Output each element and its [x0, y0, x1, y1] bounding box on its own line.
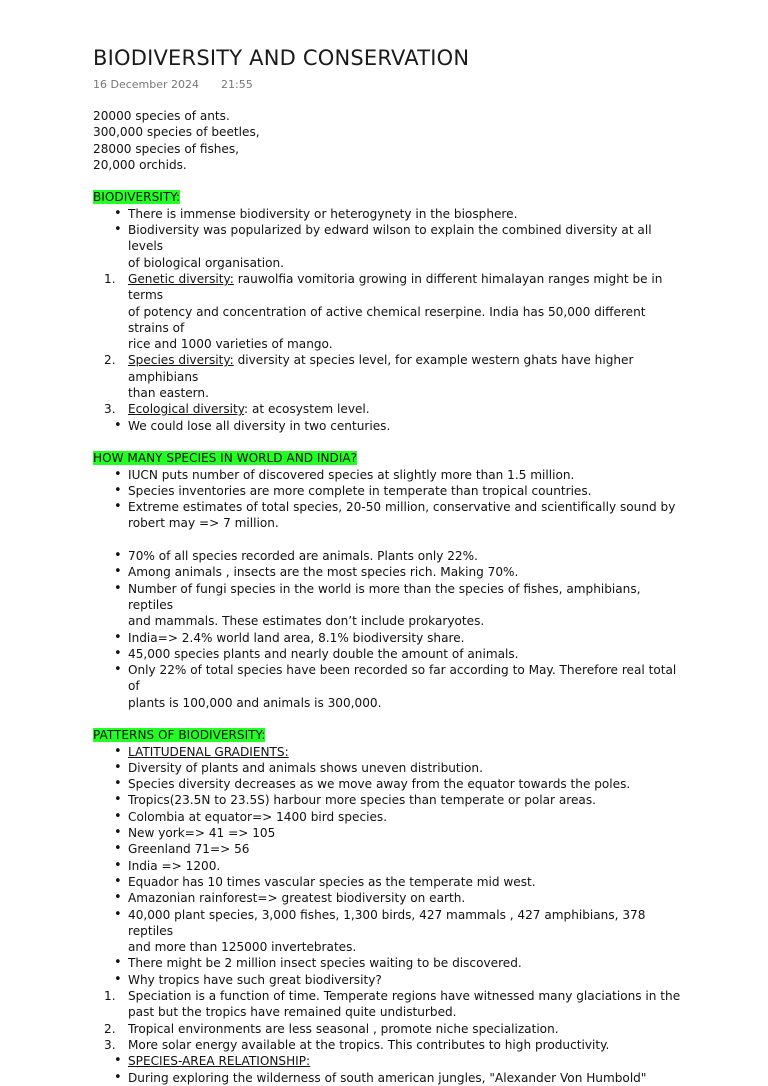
species-facts-list	[93, 548, 683, 711]
list-item: • Amazonian rainforest=> greatest biodiversity on earth.	[128, 890, 683, 906]
list-item: 1. Speciation is a function of time. Temperate regions have witnessed many glaciations in the past but the tropics have remained quite undisturbed.	[104, 989, 681, 1020]
biodiversity-list	[93, 206, 683, 271]
list-item: • Among animals , insects are the most species rich. Making 70%.	[128, 564, 683, 580]
biodiversity-list-tail	[93, 418, 683, 434]
list-item: 3. Ecological diversity: at ecosystem level.	[104, 402, 370, 417]
section-heading-patterns: PATTERNS OF BIODIVERSITY:	[93, 728, 266, 743]
list-item: 1. Genetic diversity: rauwolfia vomitoria growing in different himalayan ranges might be in terms of potency and concentration of active chemical reserpine. India has 50,000 different strains of rice and 1000 varieties of mango.	[104, 271, 663, 352]
intro-line: 28000 species of fishes,	[93, 141, 239, 156]
species-area-list	[93, 1053, 683, 1086]
list-item: • 45,000 species plants and nearly double the amount of animals.	[128, 646, 683, 662]
section-heading-biodiversity: BIODIVERSITY:	[93, 190, 181, 205]
tropics-reasons-list	[93, 988, 683, 1053]
section-heading-species-count: HOW MANY SPECIES IN WORLD AND INDIA?	[93, 451, 358, 466]
list-item: • Colombia at equator=> 1400 bird species.	[128, 809, 683, 825]
list-item: • Only 22% of total species have been recorded so far according to May. Therefore real total of plants is 100,000 and animals is 300,000.	[128, 662, 683, 711]
list-item: • During exploring the wilderness of south american jungles, "Alexander Von Humbold"	[128, 1070, 683, 1086]
list-item: • Why tropics have such great biodiversity?	[128, 972, 683, 988]
list-item: 2. Tropical environments are less seasonal , promote niche specialization.	[104, 1021, 559, 1036]
list-item: • There might be 2 million insect species waiting to be discovered.	[128, 955, 683, 971]
list-item: • Extreme estimates of total species, 20-50 million, conservative and scientifically sound by robert may => 7 million.	[128, 499, 683, 532]
list-item: • IUCN puts number of discovered species at slightly more than 1.5 million.	[128, 467, 683, 483]
note-time: 21:55	[221, 78, 253, 91]
list-item: • Tropics(23.5N to 23.5S) harbour more species than temperate or polar areas.	[128, 792, 683, 808]
list-item: • LATITUDENAL GRADIENTS:	[128, 744, 683, 760]
list-item: • 40,000 plant species, 3,000 fishes, 1,300 birds, 427 mammals , 427 amphibians, 378 reptiles and more than 125000 invertebrates.	[128, 907, 683, 956]
list-item: • Number of fungi species in the world is more than the species of fishes, amphibians, reptiles and mammals. These estimates don’t include prokaryotes.	[128, 581, 683, 630]
list-item: • 70% of all species recorded are animals. Plants only 22%.	[128, 548, 683, 564]
list-item: • Species diversity decreases as we move away from the equator towards the poles.	[128, 776, 683, 792]
page-title: BIODIVERSITY AND CONSERVATION	[93, 46, 470, 70]
note-body	[93, 108, 683, 1086]
list-item: • Species inventories are more complete in temperate than tropical countries.	[128, 483, 683, 499]
list-item: • Equador has 10 times vascular species as the temperate mid west.	[128, 874, 683, 890]
list-item: • Diversity of plants and animals shows uneven distribution.	[128, 760, 683, 776]
list-item: • India => 1200.	[128, 858, 683, 874]
species-count-list	[93, 467, 683, 532]
intro-line: 300,000 species of beetles,	[93, 125, 260, 140]
intro-line: 20,000 orchids.	[93, 157, 187, 172]
list-item: • Greenland 71=> 56	[128, 841, 683, 857]
list-item: • India=> 2.4% world land area, 8.1% biodiversity share.	[128, 630, 683, 646]
list-item: • Biodiversity was popularized by edward wilson to explain the combined diversity at all levels of biological organisation.	[128, 222, 683, 271]
list-item: 3. More solar energy available at the tropics. This contributes to high productivity.	[104, 1037, 610, 1052]
list-item: • SPECIES-AREA RELATIONSHIP:	[128, 1053, 683, 1069]
patterns-list	[93, 744, 683, 988]
intro-line: 20000 species of ants.	[93, 109, 230, 123]
diversity-levels-list	[93, 271, 683, 418]
list-item: • We could lose all diversity in two centuries.	[128, 418, 683, 434]
list-item: 2. Species diversity: diversity at species level, for example western ghats have higher amphibians than eastern.	[104, 353, 634, 401]
list-item: • New york=> 41 => 105	[128, 825, 683, 841]
note-meta	[93, 78, 253, 91]
list-item: • There is immense biodiversity or heterogynety in the biosphere.	[128, 206, 683, 222]
note-date: 16 December 2024	[93, 78, 200, 91]
